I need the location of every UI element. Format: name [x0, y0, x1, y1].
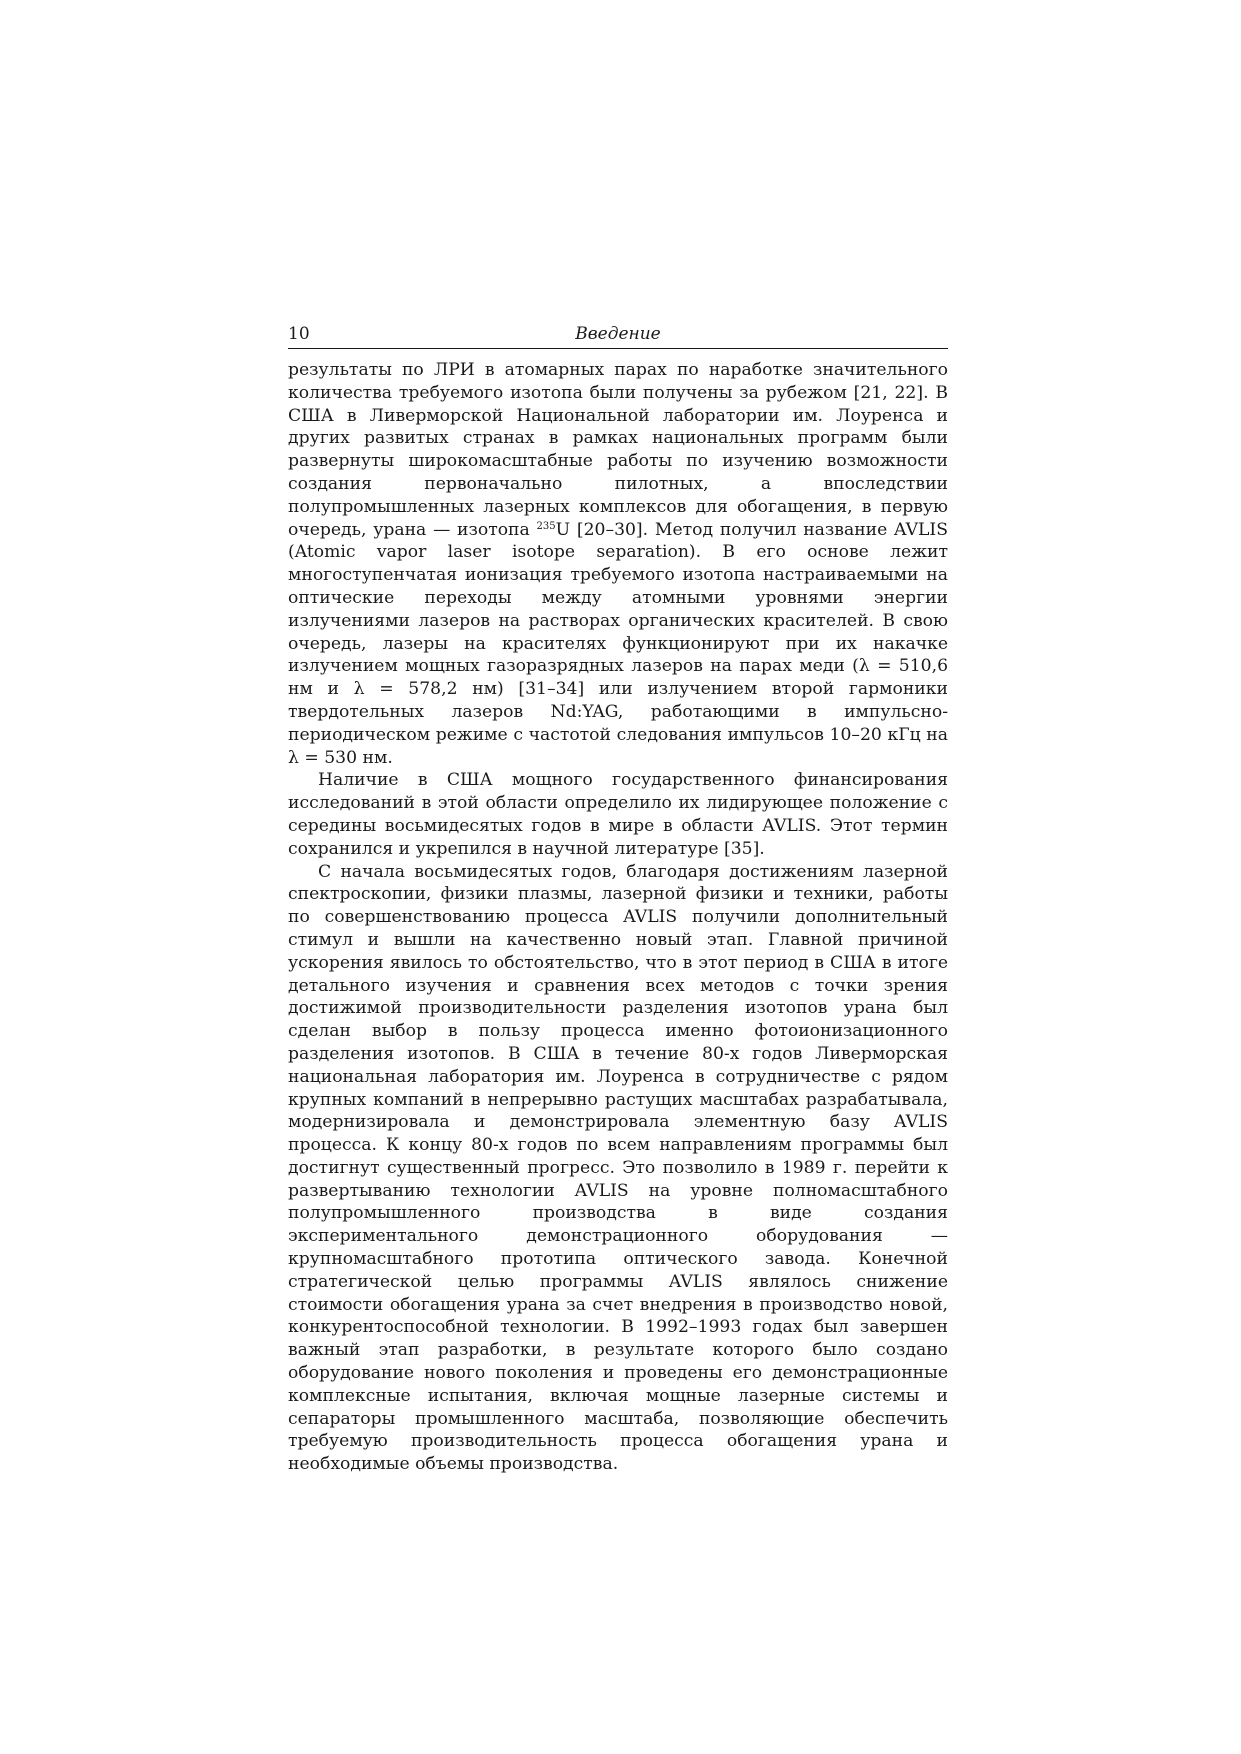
isotope-mass-number: 235 — [536, 520, 556, 532]
paragraph-2: Наличие в США мощного государственного финансирования исследований в этой области определило их лидирующее положение с середины восьмидесятых годов в мире в области AVLIS. Этот термин сохранился и укрепился в научной литературе [35]. — [288, 770, 948, 859]
running-title: Введение — [575, 324, 661, 344]
paragraph-1-part-b: U [20–30]. Метод получил название AVLIS (Atomic vapor laser isotope separation). В его основе лежит многоступенчатая ионизация требуемого изотопа настраиваемыми на оптические переходы между атомными уровнями энергии излучениями лазеров на растворах органических красителей. В свою очередь, лазеры на красителях функционируют при их накачке излучением мощных газоразрядных лазеров на парах меди (λ = 510,6 нм и λ = 578,2 нм) [31–34] или излучением второй гармоники твердотельных лазеров Nd:YAG, работающими в импульсно-периодическом режиме с частотой следования импульсов 10–20 кГц на λ = 530 нм. — [288, 519, 948, 768]
page-number: 10 — [288, 324, 310, 344]
body-text — [288, 359, 948, 1476]
running-header — [288, 322, 948, 349]
paragraph-1-part-a: результаты по ЛРИ в атомарных парах по наработке значительного количества требуемого изотопа были получены за рубежом [21, 22]. В США в Ливерморской Национальной лаборатории им. Лоуренса и других развитых странах в рамках национальных программ были развернуты широкомасштабные работы по изучению возможности создания первоначально пилотных, а впоследствии полупромышленных лазерных комплексов для обогащения, в первую очередь, урана — изотопа — [288, 360, 948, 540]
book-page — [288, 322, 948, 1476]
paragraph-1 — [288, 359, 948, 769]
paragraph-3: С начала восьмидесятых годов, благодаря достижениям лазерной спектроскопии, физики плазмы, лазерной физики и техники, работы по совершенствованию процесса AVLIS получили дополнительный стимул и вышли на качественно новый этап. Главной причиной ускорения явилось то обстоятельство, что в этот период в США в итоге детального изучения и сравнения всех методов с точки зрения достижимой производительности разделения изотопов урана был сделан выбор в пользу процесса именно фотоионизационного разделения изотопов. В США в течение 80-х годов Ливерморская национальная лаборатория им. Лоуренса в сотрудничестве с рядом крупных компаний в непрерывно растущих масштабах разрабатывала, модернизировала и демонстрировала элементную базу AVLIS процесса. К концу 80-х годов по всем направлениям программы был достигнут существенный прогресс. Это позволило в 1989 г. перейти к развертыванию технологии AVLIS на уровне полномасштабного полупромышленного производства в виде создания экспериментального демонстрационного оборудования — крупномасштабного прототипа оптического завода. Конечной стратегической целью программы AVLIS являлось снижение стоимости обогащения урана за счет внедрения в производство новой, конкурентоспособной технологии. В 1992–1993 годах был завершен важный этап разработки, в результате которого было создано оборудование нового поколения и проведены его демонстрационные комплексные испытания, включая мощные лазерные системы и сепараторы промышленного масштаба, позволяющие обеспечить требуемую производительность процесса обогащения урана и необходимые объемы производства. — [288, 861, 948, 1475]
